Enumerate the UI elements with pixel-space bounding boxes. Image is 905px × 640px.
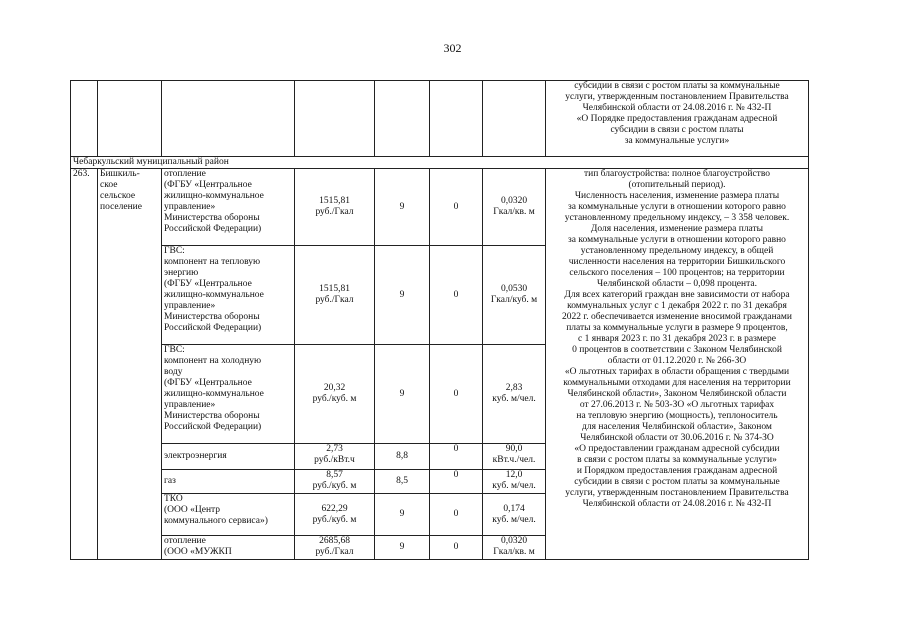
tariff-value: 2685,68 руб./Гкал [295,536,375,560]
increase-percent-2023: 0 [430,169,483,246]
increase-percent-2023: 0 [430,536,483,560]
municipality-name: Чебаркульский муниципальный район [71,157,809,169]
consumption-norm: 12,0 куб. м/чел. [483,470,546,494]
increase-percent: 9 [375,494,430,536]
consumption-norm: 0,174 куб. м/чел. [483,494,546,536]
service-name: отопление (ООО «МУЖКП [162,536,295,560]
consumption-norm: 0,0530 Гкал/куб. м [483,246,546,345]
consumption-norm: 0,0320 Гкал/кв. м [483,169,546,246]
page-number: 302 [443,41,462,55]
tariff-value: 2,73 руб./кВт.ч [295,444,375,470]
continuation-note: субсидии в связи с ростом платы за коммунальные услуги, утвержденным постановлением Правительства Челябинской области от 24.08.2016 г. № 432-П «О Порядке предоставления гражданам адресной субсидии в связи с ростом платы за коммунальные услуги» [546,81,809,157]
increase-percent: 8,5 [375,470,430,494]
service-name: ТКО (ООО «Центр коммунального сервиса») [162,494,295,536]
settlement-name: Бишкиль- ское сельское поселение [98,169,162,560]
service-name: газ [162,470,295,494]
service-name: отопление (ФГБУ «Центральное жилищно-коммунальное управление» Министерства обороны Российской Федерации) [162,169,295,246]
tariff-value: 20,32 руб./куб. м [295,345,375,444]
increase-percent-2023: 0 [430,494,483,536]
increase-percent: 9 [375,345,430,444]
tariff-value: 622,29 руб./куб. м [295,494,375,536]
tariff-table [70,80,809,560]
increase-percent: 9 [375,246,430,345]
increase-percent: 8,8 [375,444,430,470]
tariff-value: 8,57 руб./куб. м [295,470,375,494]
table-row [71,169,809,246]
tariff-value: 1515,81 руб./Гкал [295,169,375,246]
consumption-norm: 90,0 кВт.ч./чел. [483,444,546,470]
increase-percent: 9 [375,536,430,560]
continuation-row [71,81,809,157]
increase-percent-2023: 0 [430,345,483,444]
tariff-value: 1515,81 руб./Гкал [295,246,375,345]
service-name: ГВС: компонент на тепловую энергию (ФГБУ «Центральное жилищно-коммунальное управление» Министерства обороны Российской Федерации) [162,246,295,345]
increase-percent: 9 [375,169,430,246]
consumption-norm: 2,83 куб. м/чел. [483,345,546,444]
increase-percent-2023: 0 [430,246,483,345]
consumption-norm: 0,0320 Гкал/кв. м [483,536,546,560]
entry-note: тип благоустройства: полное благоустройство (отопительный период). Численность населения, изменение размера платы за коммунальные услуги в отношении которого равно установленному предельному индексу, – 3 358 человек. Доля населения, изменение размера платы за коммунальные услуги в отношении которого равно установленному предельному индексу, в общей численности населения на территории Бишкильского сельского поселения – 100 процентов; на территории Челябинской области – 0,098 процента. Для всех категорий граждан вне зависимости от набора коммунальных услуг с 1 декабря 2022 г. по 31 декабря 2022 г. обеспечивается изменение вносимой гражданами платы за коммунальные услуги в размере 9 процентов, с 1 января 2023 г. по 31 декабря 2023 г. в размере 0 процентов в соответствии с Законом Челябинской области от 01.12.2020 г. № 266-ЗО «О льготных тарифах в области обращения с твердыми коммунальными отходами для населения на территории Челябинской области», Законом Челябинской области от 27.06.2013 г. № 503-ЗО «О льготных тарифах на тепловую энергию (мощность), теплоноситель для населения Челябинской области», Законом Челябинской области от 30.06.2016 г. № 374-ЗО «О предоставлении гражданам адресной субсидии в связи с ростом платы за коммунальные услуги» и Порядком предоставления гражданам адресной субсидии в связи с ростом платы за коммунальные услуги, утвержденным постановлением Правительства Челябинской области от 24.08.2016 г. № 432-П [546,169,809,560]
increase-percent-2023: 0 [430,444,483,470]
service-name: электроэнергия [162,444,295,470]
municipality-row [71,157,809,169]
service-name: ГВС: компонент на холодную воду (ФГБУ «Центральное жилищно-коммунальное управление» Министерства обороны Российской Федерации) [162,345,295,444]
increase-percent-2023: 0 [430,470,483,494]
row-number: 263. [71,169,98,560]
